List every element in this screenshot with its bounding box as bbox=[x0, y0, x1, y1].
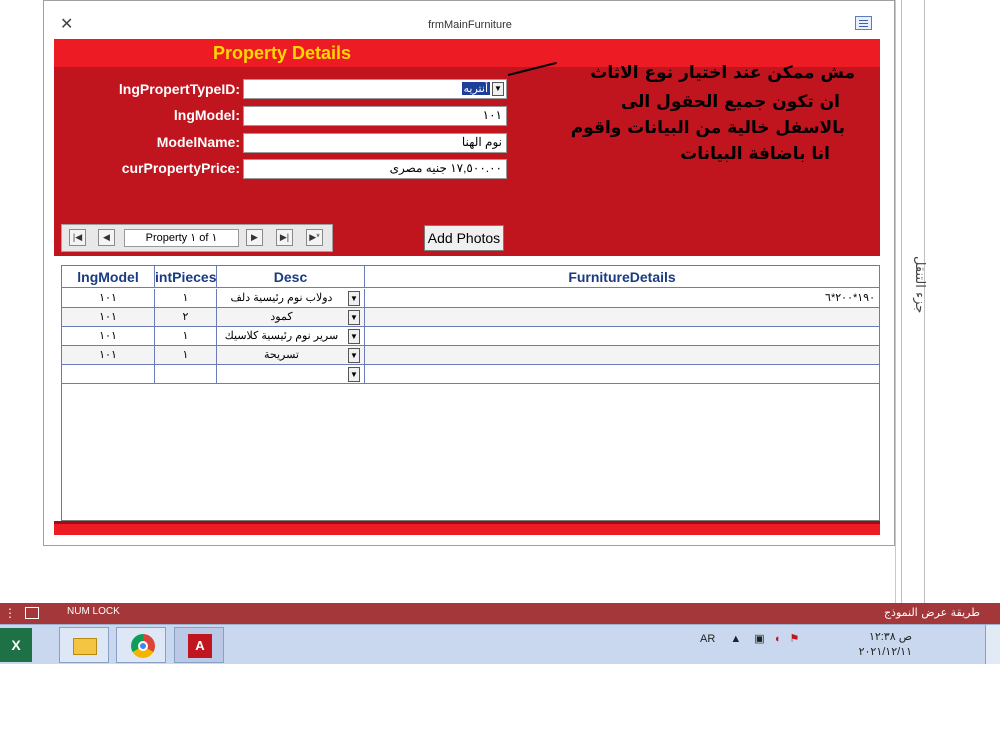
cell-pieces[interactable]: ١ bbox=[155, 327, 217, 346]
cell-desc[interactable] bbox=[217, 365, 365, 384]
column-header-desc[interactable]: Desc bbox=[217, 266, 365, 288]
status-dots-icon: ⋮ bbox=[4, 606, 16, 620]
property-price-label: curPropertyPrice: bbox=[121, 160, 240, 176]
excel-icon[interactable]: X bbox=[0, 628, 32, 662]
column-header-pieces[interactable]: intPieces bbox=[155, 266, 217, 288]
next-record-icon[interactable]: ▶ bbox=[246, 229, 263, 246]
form-view-icon[interactable] bbox=[25, 607, 39, 619]
cell-model[interactable]: ١٠١ bbox=[62, 327, 155, 346]
annotation-line-3: بالاسفل خالية من البيانات واقوم bbox=[570, 118, 845, 138]
clock-date[interactable]: ٢٠٢١/١٢/١١ bbox=[858, 646, 912, 658]
cell-details[interactable] bbox=[365, 365, 880, 384]
cell-desc[interactable]: سرير نوم رئيسية كلاسيك bbox=[217, 327, 365, 346]
model-field[interactable]: ١٠١ bbox=[243, 106, 507, 126]
view-mode-label: طريقة عرض النموذج bbox=[883, 606, 980, 619]
model-name-field[interactable]: نوم الهنا bbox=[243, 133, 507, 153]
cell-pieces[interactable]: ١ bbox=[155, 289, 217, 308]
annotation-line-1: مش ممكن عند اختيار نوع الاثاث bbox=[590, 63, 855, 83]
chevron-down-icon[interactable]: ▼ bbox=[348, 310, 360, 325]
tray-expand-icon[interactable]: ▲ bbox=[730, 633, 742, 645]
add-photos-button[interactable]: Add Photos bbox=[424, 225, 504, 251]
clock-time[interactable]: ص ١٢:٣٨ bbox=[868, 631, 912, 643]
close-icon[interactable]: ✕ bbox=[60, 16, 74, 33]
chevron-down-icon[interactable]: ▼ bbox=[348, 367, 360, 382]
record-indicator[interactable]: Property ١ of ١ bbox=[124, 229, 239, 247]
cell-model[interactable]: ١٠١ bbox=[62, 289, 155, 308]
navigation-pane-label[interactable]: جزء التنقل bbox=[912, 256, 927, 314]
cell-model[interactable]: ١٠١ bbox=[62, 346, 155, 365]
chevron-down-icon[interactable]: ▼ bbox=[492, 82, 504, 96]
cell-pieces[interactable]: ١ bbox=[155, 346, 217, 365]
show-desktop-button[interactable] bbox=[985, 625, 1000, 664]
chrome-icon[interactable] bbox=[116, 627, 166, 663]
column-header-model[interactable]: lngModel bbox=[62, 266, 155, 288]
cell-desc[interactable]: دولاب نوم رئيسية دلف bbox=[217, 289, 365, 308]
property-price-field[interactable]: ١٧,٥٠٠.٠٠ جنيه مصرى bbox=[243, 159, 507, 179]
cell-model[interactable]: ١٠١ bbox=[62, 308, 155, 327]
chevron-down-icon[interactable]: ▼ bbox=[348, 348, 360, 363]
cell-model[interactable] bbox=[62, 365, 155, 384]
system-tray[interactable] bbox=[700, 632, 799, 645]
right-blank-area bbox=[930, 0, 1000, 603]
last-record-icon[interactable]: ▶| bbox=[276, 229, 293, 246]
property-type-label: lngPropertTypeID: bbox=[118, 81, 240, 97]
cell-desc[interactable]: تسريحة bbox=[217, 346, 365, 365]
volume-muted-icon[interactable]: ◖ bbox=[773, 633, 781, 645]
property-type-combo[interactable] bbox=[243, 79, 507, 99]
chevron-down-icon[interactable]: ▼ bbox=[348, 291, 360, 306]
cell-pieces[interactable]: ٢ bbox=[155, 308, 217, 327]
previous-record-icon[interactable]: ◀ bbox=[98, 229, 115, 246]
form-title: frmMainFurniture bbox=[428, 19, 512, 31]
cell-pieces[interactable] bbox=[155, 365, 217, 384]
model-label: lngModel: bbox=[173, 107, 240, 123]
file-explorer-icon[interactable] bbox=[59, 627, 109, 663]
first-record-icon[interactable]: |◀ bbox=[69, 229, 86, 246]
cell-details[interactable] bbox=[365, 327, 880, 346]
action-center-icon[interactable]: ⚑ bbox=[789, 633, 800, 645]
network-icon[interactable]: ▣ bbox=[754, 633, 765, 645]
model-name-label: ModelName: bbox=[156, 134, 240, 150]
column-header-details[interactable]: FurnitureDetails bbox=[365, 266, 880, 288]
annotation-line-2: ان تكون جميع الحقول الى bbox=[620, 92, 840, 112]
access-icon[interactable]: A bbox=[174, 627, 224, 663]
cell-desc[interactable]: كمود bbox=[217, 308, 365, 327]
combo-selected-value: أنتريه bbox=[463, 83, 488, 95]
cell-details[interactable]: ١٩٠*٢٠٠*٦ bbox=[365, 289, 880, 308]
form-view-icon bbox=[855, 16, 872, 30]
num-lock-indicator: NUM LOCK bbox=[67, 606, 120, 617]
annotation-line-4: انا باضافة البيانات bbox=[680, 144, 830, 164]
new-record-icon[interactable]: ▶* bbox=[306, 229, 323, 246]
page-title: Property Details bbox=[213, 43, 352, 63]
language-indicator[interactable]: AR bbox=[700, 633, 716, 645]
cell-details[interactable] bbox=[365, 308, 880, 327]
cell-details[interactable] bbox=[365, 346, 880, 365]
chevron-down-icon[interactable]: ▼ bbox=[348, 329, 360, 344]
form-footer bbox=[54, 521, 880, 535]
